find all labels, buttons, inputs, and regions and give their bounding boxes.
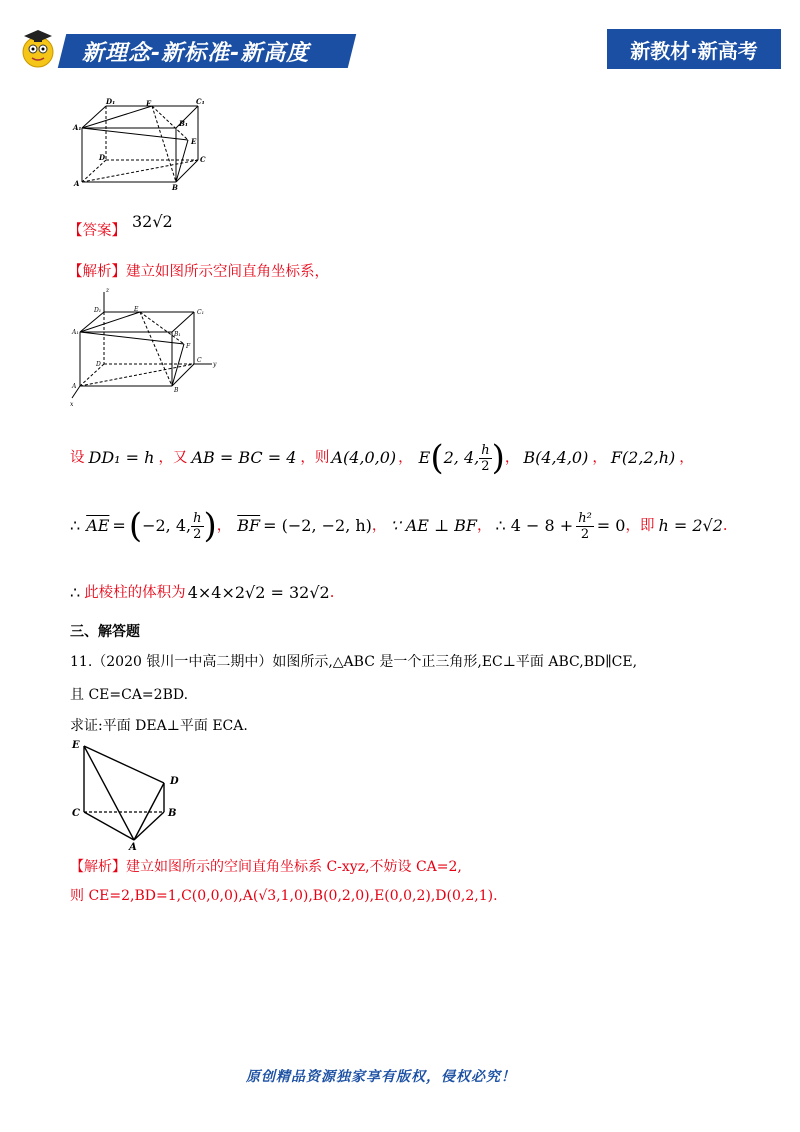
- fig2-label: A₁: [72, 329, 79, 336]
- problem-11-line-1: 11.（2020 银川一中高二期中）如图所示,△ABC 是一个正三角形,EC⊥平面 ABC,BD∥CE,: [70, 654, 638, 670]
- fig1-label: A₁: [73, 123, 82, 132]
- formula: =: [112, 516, 126, 535]
- fig3-label: E: [72, 740, 80, 751]
- formula: = 0: [596, 516, 626, 535]
- fig3-label: A: [129, 842, 137, 852]
- solution-line-1: [70, 438, 694, 478]
- analysis-text: 建立如图所示空间直角坐标系，: [126, 264, 329, 280]
- analysis-text: 建立如图所示的空间直角坐标系 C-xyz,不妨设 CA=2,: [126, 859, 462, 875]
- header-banner: [14, 26, 352, 72]
- text: ，即: [625, 518, 655, 534]
- formula: h = 2√2: [658, 516, 723, 535]
- solution-line-2: [70, 504, 728, 548]
- fig1-label: B: [172, 183, 178, 192]
- analysis-tag: 【解析】: [68, 264, 126, 280]
- section-heading: 三、解答题: [70, 624, 140, 640]
- fig2-label: x: [70, 401, 74, 408]
- fig1-label: A: [74, 179, 80, 188]
- fig1-label: F: [146, 99, 151, 108]
- fraction: $\frac{\text{h²}}{2}$: [578, 510, 592, 542]
- paren: (: [430, 438, 444, 478]
- formula: ∵ AE ⊥ BF: [390, 516, 477, 535]
- fig2-label: B: [174, 387, 179, 394]
- text: ，则: [300, 450, 330, 466]
- text: 设: [70, 450, 85, 466]
- formula: E: [418, 448, 431, 467]
- fig1-label: E: [191, 137, 197, 146]
- paren: ): [491, 438, 505, 478]
- vector-bf: $\overline{BF}$: [237, 516, 261, 535]
- vector-ae: $\overline{AE}$: [86, 516, 110, 535]
- formula: 2, 4,: [443, 448, 480, 467]
- fig2-label: C: [197, 357, 202, 364]
- text: ，: [592, 450, 607, 466]
- fig2-label: D: [96, 361, 101, 368]
- formula: = (−2, −2, h): [263, 516, 372, 535]
- fig2-label: C₁: [197, 309, 204, 316]
- formula: AB = BC = 4: [191, 448, 297, 467]
- prism-figure-2: [70, 284, 220, 408]
- answer-tag: 【答案】: [68, 223, 126, 239]
- fig1-label: C₁: [196, 97, 205, 106]
- fig2-label: B₁: [174, 331, 181, 338]
- header-left-title: 新理念-新标准-新高度: [82, 41, 310, 66]
- problem-11-line-3: 求证:平面 DEA⊥平面 ECA.: [70, 718, 248, 734]
- analysis-2-line-1: [70, 857, 462, 877]
- paren: ): [203, 506, 217, 546]
- text: 此棱柱的体积为: [84, 585, 186, 601]
- fig1-label: B₁: [179, 119, 188, 128]
- formula: B(4,4,0): [523, 448, 589, 467]
- fig2-label: z: [106, 287, 110, 294]
- problem-11-line-2: 且 CE=CA=2BD.: [70, 687, 189, 703]
- formula: DD₁ = h: [88, 448, 155, 467]
- answer-value: 32√2: [132, 212, 173, 231]
- formula: ∴ 4 − 8 +: [495, 516, 574, 535]
- fig2-label: F: [186, 343, 191, 350]
- text: .: [329, 585, 335, 601]
- fig2-label: D₁: [94, 307, 102, 314]
- text: ，: [679, 450, 694, 466]
- text: .: [722, 518, 728, 534]
- therefore-symbol: ∴: [70, 516, 81, 535]
- formula: 4×4×2√2 = 32√2: [187, 583, 330, 602]
- text: ，: [216, 518, 232, 534]
- footer-copyright: 原创精品资源独家享有版权，侵权必究！: [246, 1069, 516, 1085]
- fraction: $\frac{h}{2}$: [481, 442, 490, 474]
- fig1-label: D₁: [106, 97, 116, 106]
- text: ，: [504, 450, 520, 466]
- text: ，又: [158, 450, 188, 466]
- triangle-figure: [68, 736, 188, 852]
- fig2-label: A: [72, 383, 77, 390]
- formula: −2, 4,: [142, 516, 192, 535]
- fig3-label: B: [168, 808, 177, 819]
- fraction: $\frac{h}{2}$: [193, 510, 202, 542]
- text: ，: [398, 450, 413, 466]
- fig3-label: D: [170, 776, 179, 787]
- fig3-label: C: [72, 808, 80, 819]
- text: ，: [371, 518, 387, 534]
- analysis-1: [68, 262, 329, 282]
- header-right-title: 新教材·新高考: [607, 29, 781, 69]
- analysis-2-line-2: 则 CE=2,BD=1,C(0,0,0),A(√3,1,0),B(0,2,0),E(0,0,2),D(0,2,1).: [70, 888, 498, 904]
- therefore-symbol: ∴: [70, 583, 81, 602]
- analysis-tag: 【解析】: [70, 859, 126, 875]
- prism-figure-1: [72, 96, 212, 192]
- fig2-label: E: [134, 306, 139, 313]
- text: ，: [477, 518, 492, 534]
- formula: A(4,0,0): [331, 448, 397, 467]
- solution-line-3: [70, 578, 334, 608]
- fig1-label: C: [200, 155, 206, 164]
- fig1-label: D: [99, 153, 106, 162]
- paren: (: [128, 506, 143, 546]
- formula: F(2,2,h): [610, 448, 676, 467]
- fig2-label: y: [213, 361, 217, 368]
